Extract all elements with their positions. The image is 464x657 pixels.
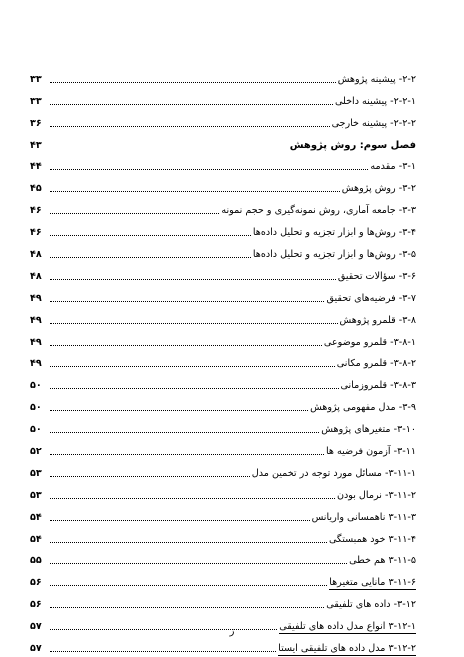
toc-entry xyxy=(30,591,416,613)
dot-leader xyxy=(50,432,319,433)
toc-entry xyxy=(30,504,416,526)
toc-entry-title-text: ۳-۱۱-۵ هم خطی xyxy=(349,555,416,567)
toc-entry xyxy=(30,526,416,548)
toc-entry-title-text: ۳-۶- سؤالات تحقیق xyxy=(337,270,416,282)
toc-entry-page-number: ۵۰ xyxy=(30,424,42,436)
dot-leader xyxy=(50,454,324,455)
toc-entry-title xyxy=(337,490,416,501)
toc-entry-page-number: ۴۸ xyxy=(30,249,42,261)
toc-entry-title xyxy=(310,402,416,413)
toc-entry-title xyxy=(329,577,416,588)
dot-leader xyxy=(50,366,335,367)
toc-entry-page-number: ۵۳ xyxy=(30,489,42,501)
dot-leader xyxy=(50,235,251,236)
toc-entry-title xyxy=(252,468,416,479)
toc-entry-page-number: ۴۹ xyxy=(30,292,42,304)
toc-entry xyxy=(30,285,416,307)
toc-entry xyxy=(30,482,416,504)
dot-leader xyxy=(50,585,327,586)
toc-entry xyxy=(30,175,416,197)
toc-entry-title xyxy=(340,315,416,326)
toc-entry-title-text: ۳-۱- مقدمه xyxy=(370,161,416,173)
toc-entry xyxy=(30,154,416,176)
toc-entry-title xyxy=(221,205,416,216)
toc-entry-title-text: ۳-۱۲- داده های تلفیقی xyxy=(326,599,416,611)
dot-leader xyxy=(50,191,340,192)
toc-entry xyxy=(30,438,416,460)
toc-entry-page-number: ۵۳ xyxy=(30,467,42,479)
toc-entry-page-number: ۴۶ xyxy=(30,205,42,217)
toc-entry-title xyxy=(253,227,416,238)
toc-entry-title xyxy=(312,512,416,523)
toc-entry-title-text: فصل سوم: روش پژوهش xyxy=(289,139,416,151)
dot-leader xyxy=(50,345,322,346)
toc-entry xyxy=(30,263,416,285)
toc-entry-title-text: ۳-۱۰- متغیرهای پژوهش xyxy=(321,424,416,436)
toc-entry-page-number: ۵۴ xyxy=(30,533,42,545)
toc-entry xyxy=(30,66,416,88)
toc-entry-title xyxy=(337,358,416,369)
toc-entry xyxy=(30,548,416,570)
toc-entry-page-number: ۳۶ xyxy=(30,117,42,129)
toc-entry-title-text: ۳-۱۱-۳ ناهمسانی واریانس xyxy=(311,511,416,523)
toc-entry xyxy=(30,460,416,482)
dot-leader xyxy=(50,388,339,389)
dot-leader xyxy=(50,82,336,83)
toc-entry xyxy=(30,241,416,263)
toc-entry xyxy=(30,372,416,394)
toc-chapter-heading xyxy=(30,132,416,154)
toc-entry-title-text: ۳-۸-۲- قلمرو مکانی xyxy=(336,358,416,370)
toc-entry-title xyxy=(290,140,416,151)
toc-entry xyxy=(30,88,416,110)
toc-entry-page-number: ۵۰ xyxy=(30,402,42,414)
toc-entry-page-number: ۵۷ xyxy=(30,643,42,655)
toc-entry-page-number: ۵۶ xyxy=(30,577,42,589)
toc-entry-title-text: ۳-۹- مدل مفهومی پژوهش xyxy=(310,402,416,414)
toc-entry-page-number: ۴۴ xyxy=(30,161,42,173)
toc-entry-page-number: ۵۵ xyxy=(30,555,42,567)
toc-entry-title-text: ۳-۱۲-۱ انواع مدل داده های تلفیقی xyxy=(279,621,416,633)
dot-leader xyxy=(50,520,310,521)
toc-entry-title xyxy=(253,249,416,260)
dot-leader xyxy=(50,257,251,258)
dot-leader xyxy=(50,498,335,499)
toc-entry-title xyxy=(370,161,416,172)
toc-entry xyxy=(30,394,416,416)
toc-entry-title-text: ۳-۸- قلمرو پژوهش xyxy=(339,314,416,326)
toc-entry-page-number: ۵۲ xyxy=(30,446,42,458)
dot-leader xyxy=(50,301,324,302)
toc-entry-page-number: ۴۳ xyxy=(30,139,42,151)
toc-entry-title xyxy=(326,293,416,304)
toc-entry-title-text: ۲-۲-۲- پیشینه خارجی xyxy=(331,117,416,129)
toc-entry xyxy=(30,197,416,219)
toc-entry-title xyxy=(338,271,416,282)
toc-entry-title-text: ۳-۱۲-۲ مدل داده های تلفیقی ایستا xyxy=(278,643,416,655)
toc-entry-page-number: ۵۰ xyxy=(30,380,42,392)
toc-entry-title-text: ۳-۵- روش‌ها و ابزار تجزیه و تحلیل داده‌ها xyxy=(252,249,416,261)
toc-entry-title xyxy=(321,424,416,435)
toc-entry-title-text: ۳-۱۱-۲- نرمال بودن xyxy=(336,489,416,501)
toc-entry-page-number: ۴۹ xyxy=(30,336,42,348)
toc-entry-title xyxy=(338,74,416,85)
toc-entry-title xyxy=(341,380,417,391)
toc-entry-page-number: ۵۶ xyxy=(30,599,42,611)
toc-entry-page-number: ۳۳ xyxy=(30,95,42,107)
toc-entry-title-text: ۳-۱۱-۴ خود همبستگی xyxy=(328,533,416,545)
dot-leader xyxy=(50,542,327,543)
toc-entry-title-text: ۳-۸-۱- قلمرو موضوعی xyxy=(323,336,416,348)
toc-entry-page-number: ۵۴ xyxy=(30,511,42,523)
dot-leader xyxy=(50,563,347,564)
toc-entry xyxy=(30,635,416,657)
toc-entry-title-text: ۳-۱۱-۶ مانایی متغیرها xyxy=(329,577,416,589)
toc-entry-title xyxy=(342,183,416,194)
dot-leader xyxy=(50,104,333,105)
toc-entry-title-text: ۲-۲- پیشینه پژوهش xyxy=(337,73,416,85)
toc-entry-title xyxy=(349,555,416,566)
toc-entry-title xyxy=(326,446,416,457)
dot-leader xyxy=(50,169,368,170)
toc-entry-title-text: ۳-۳- جامعه آماری، روش نمونه‌گیری و حجم نمونه xyxy=(221,205,416,217)
toc-entry-title xyxy=(329,534,416,545)
toc-entry-title xyxy=(278,643,416,654)
toc-entry-title-text: ۳-۸-۳- قلمروزمانی xyxy=(340,380,416,392)
toc-entry-page-number: ۴۵ xyxy=(30,183,42,195)
dot-leader xyxy=(50,410,308,411)
toc-entry-title xyxy=(332,118,416,129)
toc-entry-title xyxy=(324,337,416,348)
toc-entry xyxy=(30,110,416,132)
toc-entry xyxy=(30,569,416,591)
toc-entry-title-text: ۳-۲- روش پژوهش xyxy=(341,183,416,195)
dot-leader xyxy=(50,607,324,608)
toc-entry xyxy=(30,307,416,329)
toc-entry-page-number: ۴۹ xyxy=(30,314,42,326)
toc-entry-title-text: ۳-۱۱- آزمون فرضیه ها xyxy=(325,446,416,458)
toc-entry xyxy=(30,416,416,438)
table-of-contents xyxy=(30,66,416,657)
toc-entry xyxy=(30,351,416,373)
page-number-footer: ز xyxy=(229,626,235,637)
toc-entry-page-number: ۵۷ xyxy=(30,621,42,633)
toc-entry xyxy=(30,219,416,241)
dot-leader xyxy=(50,651,276,652)
toc-entry-title-text: ۲-۲-۱- پیشینه داخلی xyxy=(334,95,416,107)
toc-entry-page-number: ۳۳ xyxy=(30,73,42,85)
dot-leader xyxy=(50,213,219,214)
dot-leader xyxy=(50,323,338,324)
dot-leader xyxy=(50,126,330,127)
dot-leader xyxy=(50,476,250,477)
toc-entry-page-number: ۴۶ xyxy=(30,227,42,239)
toc-entry-title-text: ۳-۱۱-۱- مسائل مورد توجه در تخمین مدل xyxy=(251,467,416,479)
toc-entry-title xyxy=(326,599,416,610)
toc-entry xyxy=(30,329,416,351)
toc-entry-title xyxy=(335,96,416,107)
toc-entry-title-text: ۳-۷- فرضیه‌های تحقیق xyxy=(326,292,416,304)
toc-entry-page-number: ۴۸ xyxy=(30,270,42,282)
toc-entry-title-text: ۳-۴- روش‌ها و ابزار تجزیه و تحلیل داده‌ها xyxy=(252,227,416,239)
toc-entry-page-number: ۴۹ xyxy=(30,358,42,370)
dot-leader xyxy=(50,148,288,149)
dot-leader xyxy=(50,279,336,280)
